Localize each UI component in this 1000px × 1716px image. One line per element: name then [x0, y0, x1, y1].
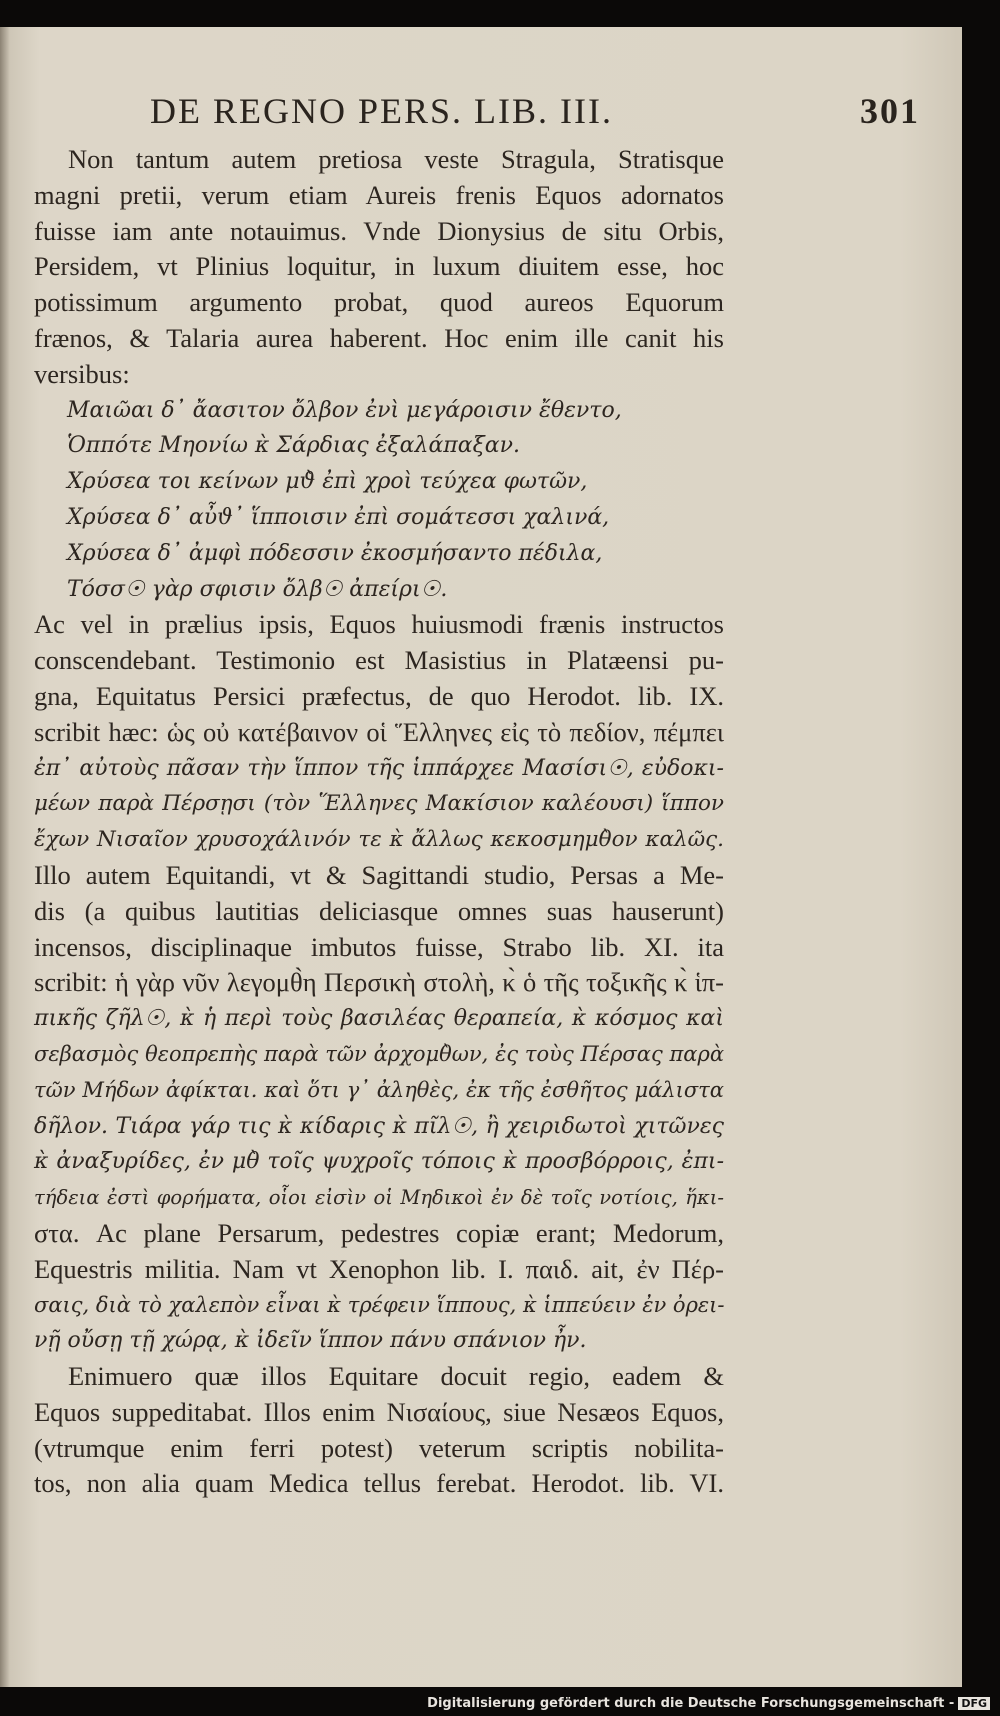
text-line: (vtrumque enim ferri potest) veterum scriptis nobilita- [34, 1432, 724, 1463]
body-text [34, 142, 724, 1502]
text-line: Equos suppeditabat. Illos enim Νισαίους, siue Nesæos Equos, [34, 1396, 724, 1427]
text-line: στα. Ac plane Persarum, pedestres copiæ erant; Medorum, [34, 1217, 724, 1248]
text-line: Ac vel in prælius ipsis, Equos huiusmodi frænis instructos [34, 609, 724, 640]
greek-line: μέων παρὰ Πέρσῃσι (τὸν Ἕλληνες Μακίσιον καλέουσι) ἵππον [34, 791, 724, 817]
text-line: tos, non alia quam Medica tellus ferebat. Herodot. lib. VI. [34, 1468, 724, 1499]
running-header [150, 90, 920, 140]
text-line: scribit: ἡ γὰρ νῦν λεγομθ̀η Περσικὴ στολὴ, κ̀ ὁ τῆς τοξικῆς κ̀ ἱπ- [34, 967, 724, 998]
text-line: Non tantum autem pretiosa veste Stragula, Stratisque [68, 144, 724, 174]
greek-verse-line: Χρύσεα δ᾽ αὖϑ᾽ ἵπποισιν ἐπὶ σομάτεσσι χαλινά, [67, 504, 610, 530]
greek-line: ἔχων Νισαῖον χρυσοχάλινόν τε κ̀ ἄλλως κεκοσμημθ̀ον καλῶς. [34, 827, 724, 853]
text-line: fuisse iam ante notauimus. Vnde Dionysius de situ Orbis, [34, 215, 724, 246]
greek-line: πικῆς ζῆλ☉, κ̀ ἡ περὶ τοὺς βασιλέας θεραπεία, κ̀ κόσμος καὶ [34, 1006, 724, 1032]
text-line: scribit hæc: ὡς οὐ κατέβαινον οἱ Ἕλληνες εἰς τὸ πεδίον, πέμπει [34, 716, 724, 747]
dfg-logo: DFG [958, 1697, 990, 1710]
text-line: potissimum argumento probat, quod aureos Equorum [34, 287, 724, 318]
page-edge [0, 27, 10, 1687]
text-line: conscendebant. Testimonio est Masistius in Platæensi pu- [34, 645, 724, 676]
text-line: dis (a quibus lautitias deliciasque omnes suas hauserunt) [34, 895, 724, 926]
greek-line: σεβασμὸς θεοπρεπὴς παρὰ τῶν ἀρχομθ̀ων, ἐς τοὺς Πέρσας παρὰ [34, 1041, 724, 1066]
text-line: incensos, disciplinaque imbutos fuisse, Strabo lib. XI. ita [34, 931, 724, 962]
text-line: gna, Equitatus Persici præfectus, de quo Herodot. lib. IX. [34, 680, 724, 711]
text-line: Enimuero quæ illos Equitare docuit regio, eadem & [68, 1361, 724, 1392]
greek-line: ἐπ᾽ αὐτοὺς πᾶσαν τὴν ἵππον τῆς ἱππάρχεε Μασίσι☉, εὐδοκι- [34, 755, 724, 781]
credit-text: Digitalisierung gefördert durch die Deutsche Forschungsgemeinschaft - [427, 1696, 955, 1711]
text-line: Illo autem Equitandi, vt & Sagittandi studio, Persas a Me- [34, 859, 724, 890]
text-line: versibus: [34, 358, 130, 389]
greek-line: δῆλον. Τιάρα γάρ τις κ̀ κίδαρις κ̀ πῖλ☉, ἢ χειριδωτοὶ χιτῶνες [34, 1113, 724, 1139]
greek-verse-line: Ὁππότε Μηονίω κ̀ Σάρδιας ἐξαλάπαξαν. [67, 433, 520, 459]
greek-verse-line: Τόσσ☉ γὰρ σφισιν ὄλβ☉ ἀπείρι☉. [67, 576, 448, 602]
digitization-credit [427, 1696, 990, 1711]
running-title: DE REGNO PERS. LIB. III. [150, 91, 613, 131]
greek-verse-line: Μαιῶαι δ᾽ ἄασιτον ὄλβον ἐνὶ μεγάροισιν ἔθεντο, [67, 397, 622, 423]
text-line: frænos, & Talaria aurea haberent. Hoc enim ille canit his [34, 322, 724, 353]
text-line: Equestris militia. Nam vt Xenophon lib. I. παιδ. ait, ἐν Πέρ- [34, 1253, 724, 1284]
text-line: magni pretii, verum etiam Aureis frenis Equos adornatos [34, 179, 724, 210]
greek-line: σαις, διὰ τὸ χαλεπὸν εἶναι κ̀ τρέφειν ἵππους, κ̀ ἱππεύειν ἐν ὀρει- [34, 1292, 725, 1317]
greek-line: κ̀ ἀναξυρίδες, ἐν μθ̀ τοῖς ψυχροῖς τόποις κ̀ προσβόρροις, ἐπι- [34, 1149, 724, 1175]
greek-line: τῶν Μήδων ἀφίκται. καὶ ὅτι γ᾽ ἀληθὲς, ἐκ τῆς ἐσθῆτος μάλιστα [34, 1077, 724, 1102]
greek-line: τήδεια ἐστὶ φορήματα, οἷοι εἰσὶν οἱ Μηδικοὶ ἐν δὲ τοῖς νοτίοις, ἥκι- [34, 1186, 724, 1210]
greek-verse-line: Χρύσεα δ᾽ ἀμφὶ πόδεσσιν ἐκοσμήσαντο πέδιλα, [67, 540, 603, 566]
text-line: Persidem, vt Plinius loquitur, in luxum diuitem esse, hoc [34, 251, 724, 282]
greek-verse-line: Χρύσεα τοι κείνων μϑ̀ ἐπὶ χροὶ τεύχεα φωτῶν, [67, 469, 588, 495]
greek-line: νῇ οὔσῃ τῇ χώρᾳ, κ̀ ἰδεῖν ἵππον πάνυ σπάνιον ἦν. [34, 1328, 587, 1354]
page-number: 301 [860, 91, 920, 131]
